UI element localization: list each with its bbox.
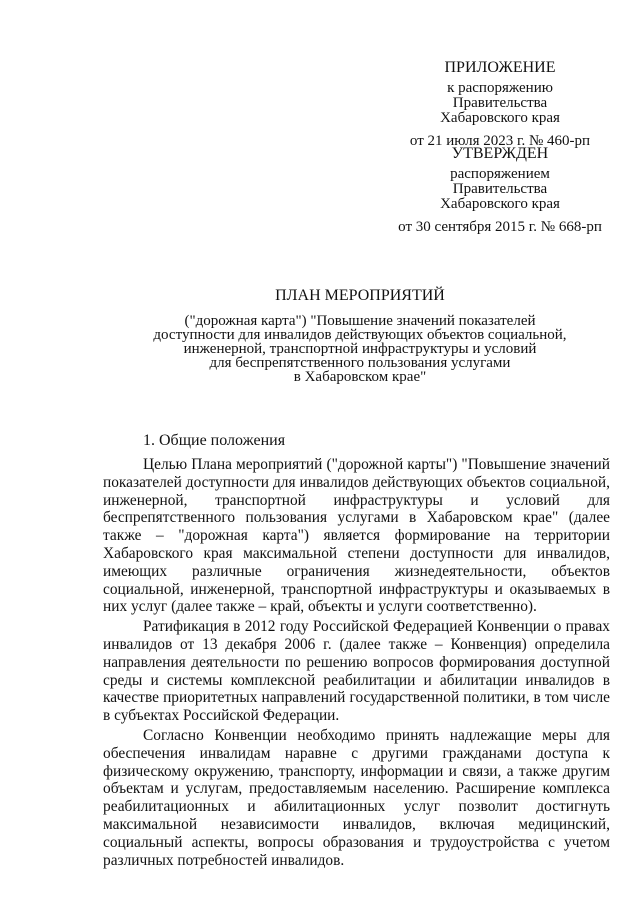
- appendix-block: [380, 60, 620, 149]
- appendix-line: Правительства: [452, 95, 548, 111]
- approved-block: [380, 146, 620, 235]
- body-text: [103, 456, 610, 871]
- approved-heading: УТВЕРЖДЕН: [451, 145, 549, 162]
- section-title: 1. Общие положения: [143, 432, 286, 449]
- plan-subtitle-line: ("дорожная карта") "Повышение значений показателей: [184, 313, 536, 329]
- plan-subtitle-line: для беспрепятственного пользования услугами: [209, 355, 511, 371]
- plan-title: ПЛАН МЕРОПРИЯТИЙ: [275, 287, 445, 304]
- plan-title-block: [100, 287, 620, 384]
- plan-subtitle-line: инженерной, транспортной инфраструктуры и условий: [183, 341, 537, 357]
- appendix-date: от 21 июля 2023 г. № 460-рп: [409, 133, 591, 149]
- plan-subtitle-line: в Хабаровском крае": [293, 369, 427, 385]
- approved-line: Хабаровского края: [440, 196, 560, 212]
- appendix-heading: ПРИЛОЖЕНИЕ: [444, 59, 556, 76]
- paragraph: Согласно Конвенции необходимо принять надлежащие меры для обеспечения инвалидам наравне с другими гражданами доступа к физическому окружению, транспорту, информации и связи, а также другим объектам и услугам, предоставляемым населению. Расширение комплекса реабилитационных и абилитационных услуг позволит достигнуть максимальной независимости инвалидов, включая медицинский, социальный аспекты, вопросы образования и трудоустройства с учетом различных потребностей инвалидов.: [103, 726, 610, 869]
- approved-line: распоряжением: [450, 166, 550, 182]
- appendix-line: Хабаровского края: [440, 110, 560, 126]
- appendix-line: к распоряжению: [447, 80, 553, 96]
- plan-subtitle-line: доступности для инвалидов действующих объектов социальной,: [153, 327, 567, 343]
- approved-line: Правительства: [452, 181, 548, 197]
- approved-date: от 30 сентября 2015 г. № 668-рп: [398, 219, 602, 235]
- paragraph: Целью Плана мероприятий ("дорожной карты") "Повышение значений показателей доступности для инвалидов действующих объектов социальной, инженерной, транспортной инфраструктуры и условий для беспрепятственного пользования услугами в Хабаровском крае" (далее также – "дорожная карта") является формирование на территории Хабаровского края максимальной степени доступности для инвалидов, имеющих различные ограничения жизнедеятельности, объектов социальной, инженерной, транспортной инфраструктуры и оказываемых в них услуг (далее также – край, объекты и услуги соответственно).: [103, 456, 610, 616]
- paragraph: Ратификация в 2012 году Российской Федерацией Конвенции о правах инвалидов от 13 декабря 2006 г. (далее также – Конвенция) определила направления деятельности по решению вопросов формирования доступной среды и системы комплексной реабилитации и абилитации инвалидов в качестве приоритетных направлений государственной политики, в том числе в субъектах Российской Федерации.: [103, 618, 610, 725]
